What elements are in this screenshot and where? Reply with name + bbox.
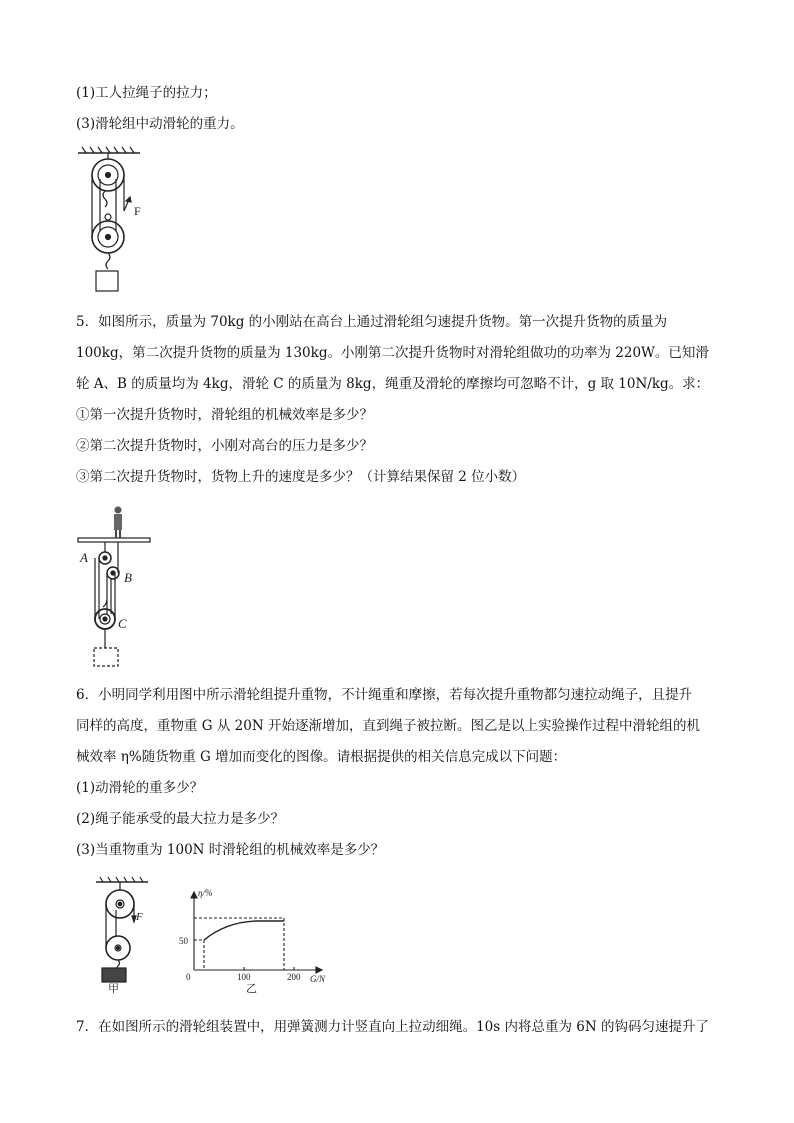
problem5-line-3: 轮 A、B 的质量均为 4kg，滑轮 C 的质量为 8kg，绳重及滑轮的摩擦均可忽略不计，g 取 10N/kg。求： bbox=[76, 376, 710, 392]
efficiency-graph-yi bbox=[176, 884, 336, 994]
problem6-question-2: (2)绳子能承受的最大拉力是多少？ bbox=[76, 811, 285, 827]
problem6-line-1: 6．小明同学利用图中所示滑轮组提升重物，不计绳重和摩擦，若每次提升重物都匀速拉动绳子，且提升 bbox=[76, 687, 693, 703]
pulley-figure-problem4 bbox=[72, 145, 162, 297]
problem5-question-3: ③第二次提升货物时，货物上升的速度是多少？（计算结果保留 2 位小数） bbox=[76, 469, 526, 485]
x-tick-100: 100 bbox=[237, 972, 251, 982]
label-a: A bbox=[80, 550, 88, 565]
pulley-figure-problem5 bbox=[74, 502, 164, 668]
problem7-line-1: 7．在如图所示的滑轮组装置中，用弹簧测力计竖直向上拉动细绳。10s 内将总重为 6N 的钩码匀速提升了 bbox=[76, 1019, 709, 1035]
problem6-line-3: 械效率 η%随货物重 G 增加而变化的图像。请根据提供的相关信息完成以下问题： bbox=[76, 749, 567, 765]
x-tick-200: 200 bbox=[287, 972, 301, 982]
problem5-line-2: 100kg，第二次提升货物的质量为 130kg。小刚第二次提升货物时对滑轮组做功的功率为 220W。已知滑 bbox=[76, 345, 709, 361]
problem5-line-1: 5．如图所示，质量为 70kg 的小刚站在高台上通过滑轮组匀速提升货物。第一次提升货物的质量为 bbox=[76, 314, 668, 330]
x-axis-label: G/N bbox=[310, 974, 326, 984]
caption-yi: 乙 bbox=[246, 983, 257, 994]
problem4-item-3: (3)滑轮组中动滑轮的重力。 bbox=[76, 116, 244, 132]
problem6-question-1: (1)动滑轮的重多少？ bbox=[76, 780, 204, 796]
problem6-question-3: (3)当重物重为 100N 时滑轮组的机械效率是多少？ bbox=[76, 842, 385, 858]
problem5-question-1: ①第一次提升货物时，滑轮组的机械效率是多少？ bbox=[76, 407, 373, 423]
problem4-item-1: (1)工人拉绳子的拉力； bbox=[76, 85, 217, 101]
y-tick-50: 50 bbox=[179, 936, 188, 946]
problem5-question-2: ②第二次提升货物时，小刚对高台的压力是多少？ bbox=[76, 438, 373, 454]
label-c: C bbox=[118, 616, 127, 631]
label-f-jia: F bbox=[136, 911, 143, 923]
caption-jia: 甲 bbox=[108, 983, 119, 994]
y-axis-label: η/% bbox=[198, 888, 213, 898]
label-b: B bbox=[124, 570, 132, 585]
pulley-figure-jia bbox=[88, 876, 168, 994]
problem6-line-2: 同样的高度，重物重 G 从 20N 开始逐渐增加，直到绳子被拉断。图乙是以上实验操作过程中滑轮组的机 bbox=[76, 718, 700, 734]
x-tick-0: 0 bbox=[186, 972, 191, 982]
label-f: F bbox=[134, 204, 141, 218]
